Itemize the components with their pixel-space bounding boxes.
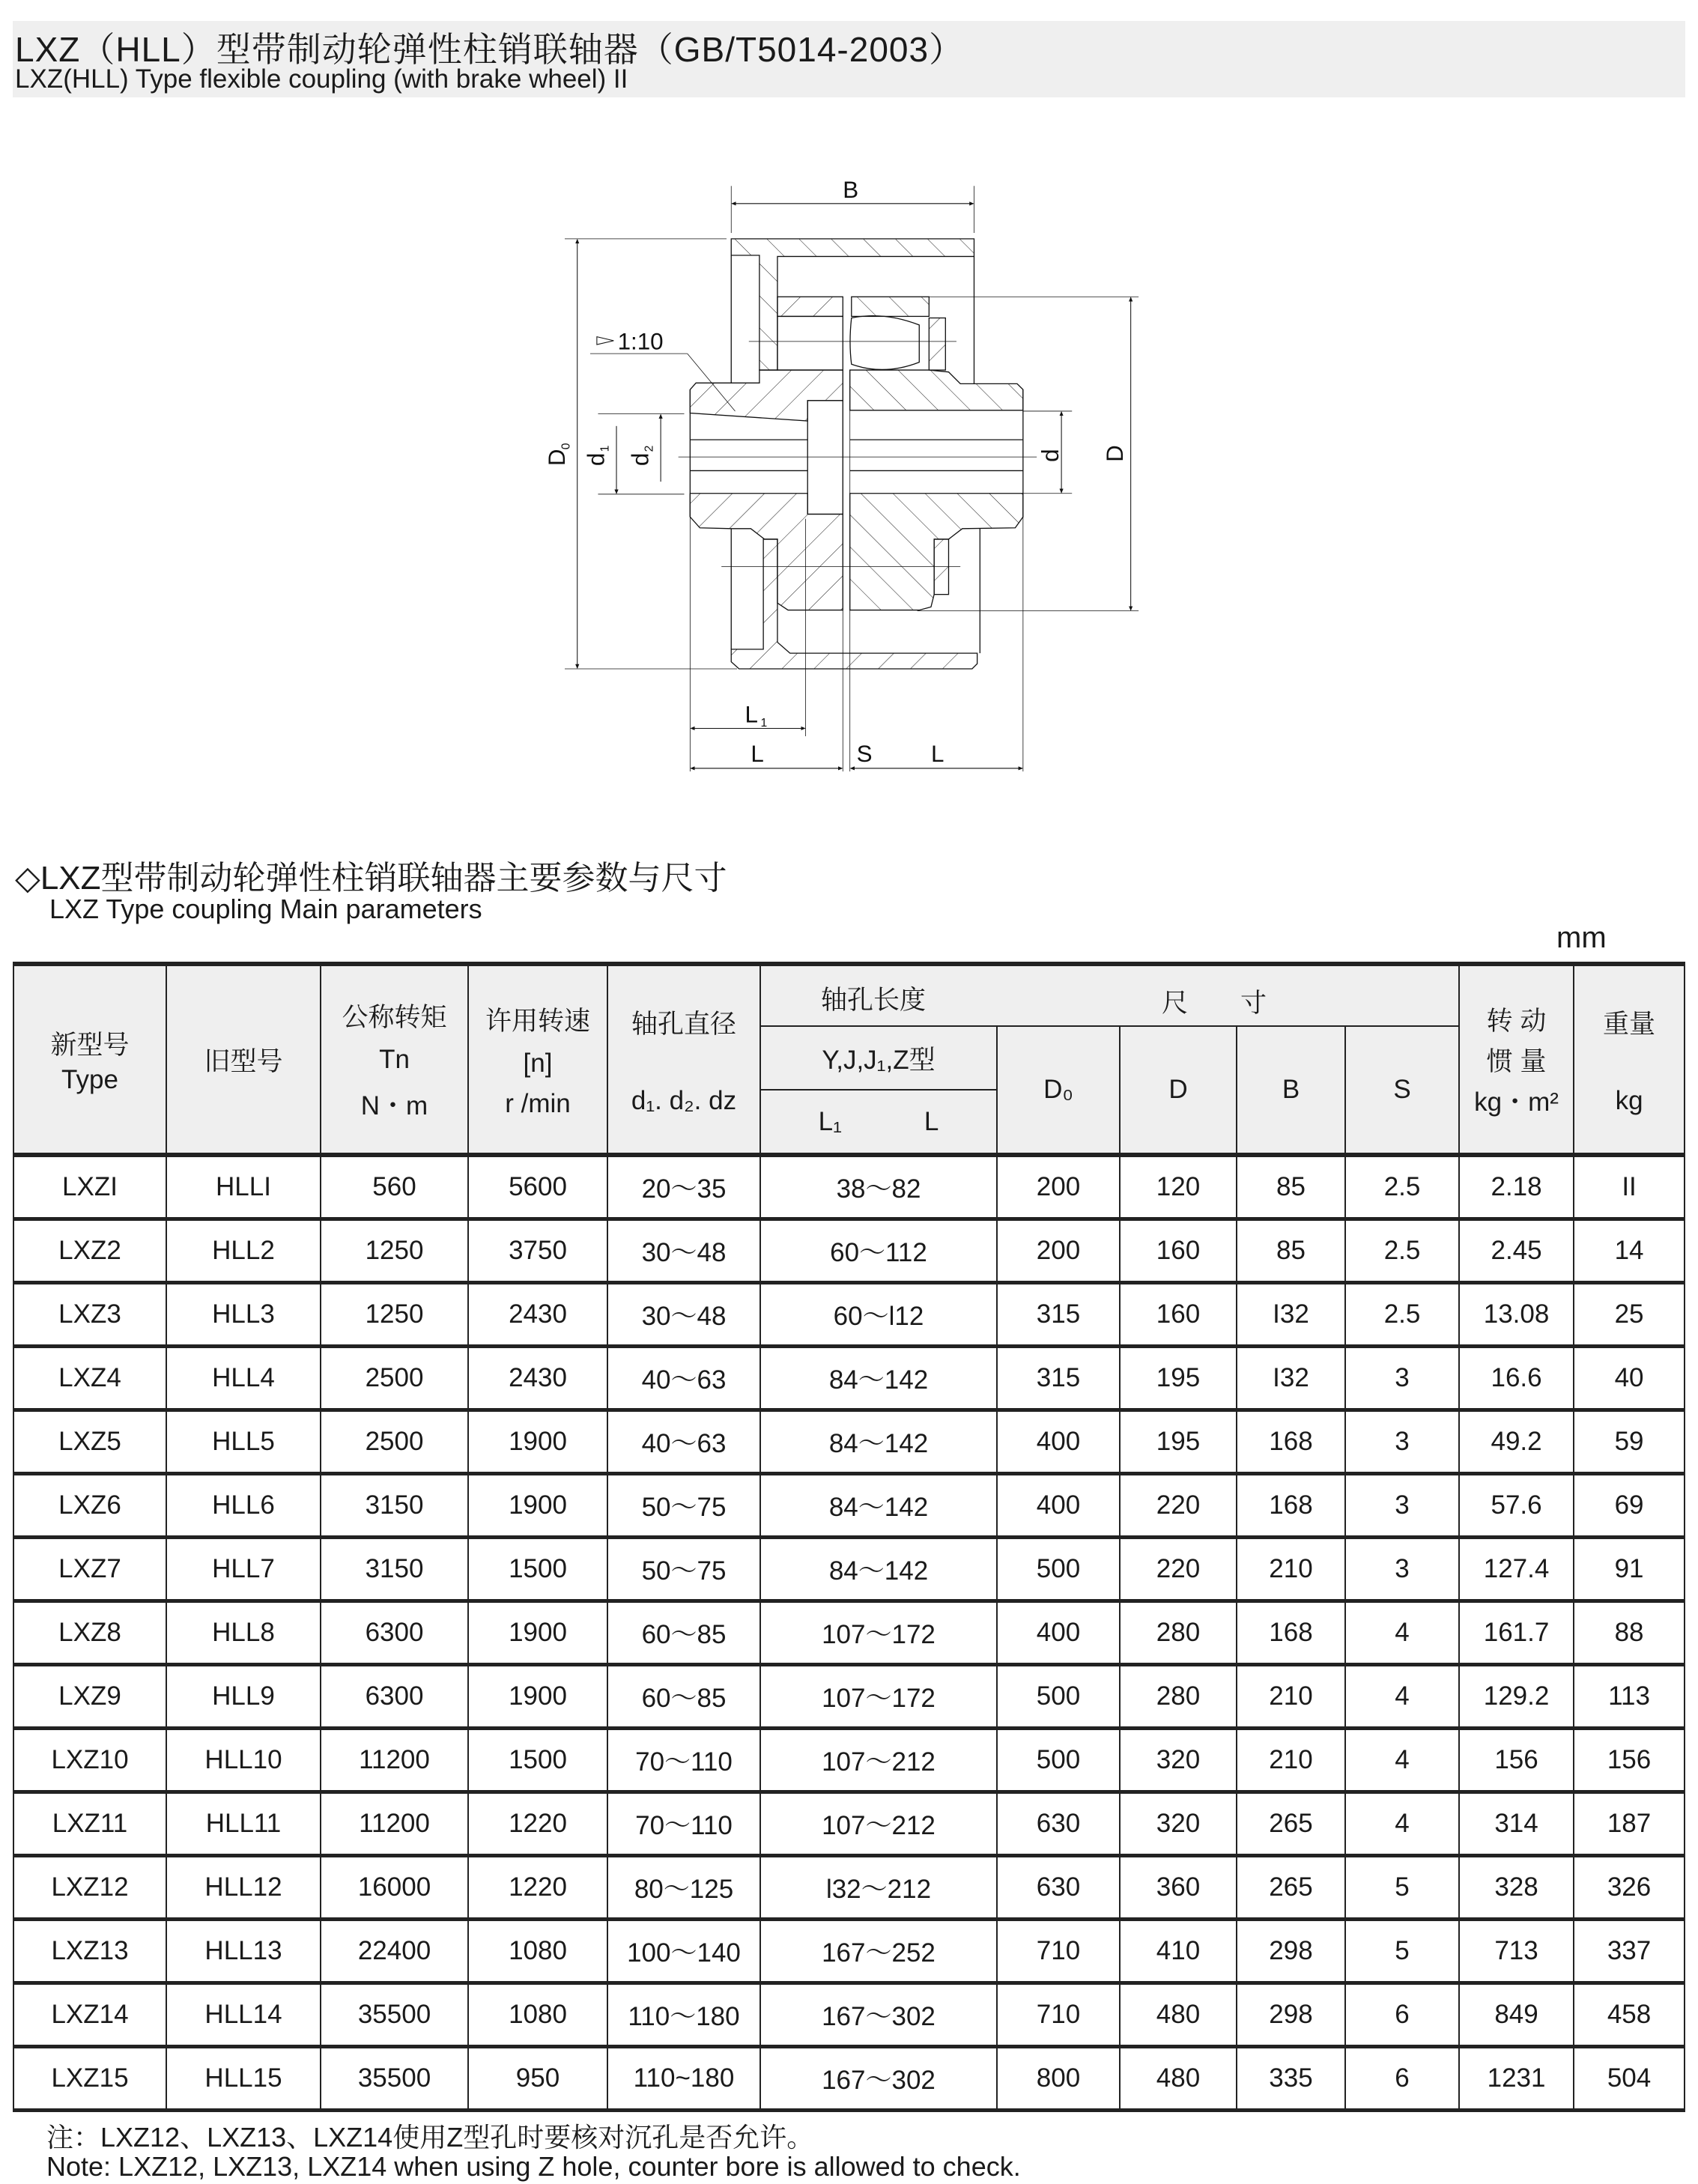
cell-old-type: HLL11 xyxy=(166,1792,321,1856)
cell-bore-diameter: 70～110 xyxy=(607,1729,760,1792)
header-S: S xyxy=(1345,1026,1459,1155)
header-bore-diameter: 轴孔直径 d₁. d₂. dz xyxy=(607,964,760,1155)
header-D0: D₀ xyxy=(997,1026,1120,1155)
cell-inertia: 2.45 xyxy=(1459,1219,1574,1283)
table-row xyxy=(13,1665,1685,1729)
cell-S: 3 xyxy=(1345,1410,1459,1474)
cell-D: 410 xyxy=(1120,1920,1237,1983)
cell-inertia: 328 xyxy=(1459,1856,1574,1920)
cell-weight: 187 xyxy=(1574,1792,1685,1856)
cell-bore-diameter: 30～48 xyxy=(607,1219,760,1283)
cell-weight: 25 xyxy=(1574,1283,1685,1347)
cell-torque: 3150 xyxy=(321,1474,468,1538)
cell-S: 4 xyxy=(1345,1665,1459,1729)
cell-speed: 2430 xyxy=(468,1283,607,1347)
header-D: D xyxy=(1120,1026,1237,1155)
cell-D0: 630 xyxy=(997,1792,1120,1856)
cell-torque: 11200 xyxy=(321,1792,468,1856)
cell-bore-length: 167～302 xyxy=(760,1983,997,2047)
label-S: S xyxy=(856,740,873,767)
cell-S: 2.5 xyxy=(1345,1283,1459,1347)
cell-bore-diameter: 110~180 xyxy=(607,2047,760,2111)
label-L1-sub: 1 xyxy=(760,716,768,729)
cell-S: 3 xyxy=(1345,1538,1459,1601)
table-row xyxy=(13,1474,1685,1538)
cell-speed: 1220 xyxy=(468,1856,607,1920)
header-torque: 公称转矩 Tn N・m xyxy=(321,964,468,1155)
cell-speed: 950 xyxy=(468,2047,607,2111)
cell-new-type: LXZ7 xyxy=(13,1538,166,1601)
cell-weight: 14 xyxy=(1574,1219,1685,1283)
cell-old-type: HLL12 xyxy=(166,1856,321,1920)
parameters-table xyxy=(13,962,1685,2112)
cell-torque: 2500 xyxy=(321,1410,468,1474)
cell-new-type: LXZ13 xyxy=(13,1920,166,1983)
cell-new-type: LXZ5 xyxy=(13,1410,166,1474)
cell-D0: 710 xyxy=(997,1983,1120,2047)
cell-old-type: HLLI xyxy=(166,1155,321,1219)
label-d1: d xyxy=(583,452,610,467)
cell-bore-length: l32～212 xyxy=(760,1856,997,1920)
header-old-type: 旧型号 xyxy=(166,964,321,1155)
cell-new-type: LXZ4 xyxy=(13,1347,166,1410)
cell-B: 168 xyxy=(1237,1601,1345,1665)
cell-D: 220 xyxy=(1120,1538,1237,1601)
cell-torque: 1250 xyxy=(321,1283,468,1347)
cell-torque: 16000 xyxy=(321,1856,468,1920)
cell-old-type: HLL8 xyxy=(166,1601,321,1665)
cell-torque: 2500 xyxy=(321,1347,468,1410)
cell-speed: 1900 xyxy=(468,1474,607,1538)
table-row xyxy=(13,1410,1685,1474)
cell-old-type: HLL15 xyxy=(166,2047,321,2111)
label-D: D xyxy=(1102,445,1129,462)
header-B: B xyxy=(1237,1026,1345,1155)
cell-new-type: LXZ11 xyxy=(13,1792,166,1856)
label-L-right: L xyxy=(930,740,944,767)
cell-bore-diameter: 100～140 xyxy=(607,1920,760,1983)
cell-new-type: LXZ2 xyxy=(13,1219,166,1283)
cell-new-type: LXZ6 xyxy=(13,1474,166,1538)
header-bore-length-and-dims xyxy=(760,964,1459,1026)
table-row xyxy=(13,1538,1685,1601)
cell-inertia: 129.2 xyxy=(1459,1665,1574,1729)
cell-bore-length: 167～302 xyxy=(760,2047,997,2111)
cell-D0: 500 xyxy=(997,1665,1120,1729)
label-L1: L xyxy=(745,701,759,728)
cell-D0: 200 xyxy=(997,1219,1120,1283)
cell-speed: 1900 xyxy=(468,1665,607,1729)
cell-bore-length: 84～142 xyxy=(760,1347,997,1410)
cell-inertia: 2.18 xyxy=(1459,1155,1574,1219)
cell-S: 4 xyxy=(1345,1729,1459,1792)
cell-old-type: HLL4 xyxy=(166,1347,321,1410)
cell-speed: 1500 xyxy=(468,1729,607,1792)
table-row xyxy=(13,1155,1685,1219)
cell-bore-length: 107～212 xyxy=(760,1792,997,1856)
cell-inertia: 49.2 xyxy=(1459,1410,1574,1474)
label-B: B xyxy=(843,176,859,203)
cell-bore-length: 107～172 xyxy=(760,1601,997,1665)
cell-S: 3 xyxy=(1345,1347,1459,1410)
header-inertia: 转 动 惯 量 kg・m² xyxy=(1459,964,1574,1155)
cell-D0: 200 xyxy=(997,1155,1120,1219)
cell-B: 298 xyxy=(1237,1983,1345,2047)
cell-torque: 3150 xyxy=(321,1538,468,1601)
cell-bore-length: 84～142 xyxy=(760,1410,997,1474)
cell-D: 220 xyxy=(1120,1474,1237,1538)
cell-bore-length: 107～212 xyxy=(760,1729,997,1792)
left-hub-upper xyxy=(690,370,843,421)
cell-S: 4 xyxy=(1345,1792,1459,1856)
label-taper: 1:10 xyxy=(617,328,664,355)
cell-bore-length: 60～l12 xyxy=(760,1283,997,1347)
cell-D0: 800 xyxy=(997,2047,1120,2111)
cell-D: 120 xyxy=(1120,1155,1237,1219)
cell-S: 5 xyxy=(1345,1856,1459,1920)
cell-S: 4 xyxy=(1345,1601,1459,1665)
cell-D0: 500 xyxy=(997,1538,1120,1601)
header-bore-types: Y,J,J₁,Z型 xyxy=(760,1026,997,1090)
cell-weight: 156 xyxy=(1574,1729,1685,1792)
cell-old-type: HLL10 xyxy=(166,1729,321,1792)
cell-torque: 560 xyxy=(321,1155,468,1219)
cell-new-type: LXZ8 xyxy=(13,1601,166,1665)
cell-weight: 88 xyxy=(1574,1601,1685,1665)
cell-S: 3 xyxy=(1345,1474,1459,1538)
cell-bore-diameter: 20～35 xyxy=(607,1155,760,1219)
cell-D: 195 xyxy=(1120,1410,1237,1474)
cell-torque: 6300 xyxy=(321,1665,468,1729)
header-new-type: 新型号 Type xyxy=(13,964,166,1155)
cell-inertia: 156 xyxy=(1459,1729,1574,1792)
table-row xyxy=(13,2047,1685,2111)
cell-bore-diameter: 60～85 xyxy=(607,1665,760,1729)
cell-torque: 6300 xyxy=(321,1601,468,1665)
table-row xyxy=(13,1219,1685,1283)
cell-weight: 326 xyxy=(1574,1856,1685,1920)
cell-B: 210 xyxy=(1237,1538,1345,1601)
cell-bore-length: 60～112 xyxy=(760,1219,997,1283)
cell-new-type: LXZI xyxy=(13,1155,166,1219)
cell-D: 360 xyxy=(1120,1856,1237,1920)
cell-D0: 710 xyxy=(997,1920,1120,1983)
cell-bore-diameter: 60～85 xyxy=(607,1601,760,1665)
cell-B: 85 xyxy=(1237,1219,1345,1283)
cell-speed: 3750 xyxy=(468,1219,607,1283)
cell-old-type: HLL3 xyxy=(166,1283,321,1347)
cell-new-type: LXZ12 xyxy=(13,1856,166,1920)
cell-B: 85 xyxy=(1237,1155,1345,1219)
table-row xyxy=(13,1283,1685,1347)
cell-D: 160 xyxy=(1120,1283,1237,1347)
cell-torque: 1250 xyxy=(321,1219,468,1283)
cell-bore-diameter: 80～125 xyxy=(607,1856,760,1920)
cell-inertia: 314 xyxy=(1459,1792,1574,1856)
page-title: LXZ（HLL）型带制动轮弹性柱销联轴器（GB/T5014-2003） xyxy=(15,30,965,69)
label-L-left: L xyxy=(751,740,764,767)
label-d2: d xyxy=(627,452,654,467)
cell-weight: 59 xyxy=(1574,1410,1685,1474)
cell-weight: II xyxy=(1574,1155,1685,1219)
cell-D0: 315 xyxy=(997,1347,1120,1410)
page-subtitle: LXZ(HLL) Type flexible coupling (with brake wheel) II xyxy=(15,64,628,94)
cell-new-type: LXZ10 xyxy=(13,1729,166,1792)
cell-bore-length: 107～172 xyxy=(760,1665,997,1729)
cell-D: 160 xyxy=(1120,1219,1237,1283)
cell-old-type: HLL14 xyxy=(166,1983,321,2047)
cell-new-type: LXZ14 xyxy=(13,1983,166,2047)
cell-bore-diameter: 40～63 xyxy=(607,1347,760,1410)
cell-B: I32 xyxy=(1237,1347,1345,1410)
table-row xyxy=(13,1601,1685,1665)
cell-speed: 1900 xyxy=(468,1410,607,1474)
table-row xyxy=(13,1729,1685,1792)
cell-D: 280 xyxy=(1120,1665,1237,1729)
header-weight: 重量 kg xyxy=(1574,964,1685,1155)
right-hub-upper xyxy=(850,370,1023,410)
section-subtitle: LXZ Type coupling Main parameters xyxy=(49,894,482,924)
cell-weight: 337 xyxy=(1574,1920,1685,1983)
cell-D: 480 xyxy=(1120,1983,1237,2047)
table-row xyxy=(13,1347,1685,1410)
cell-new-type: LXZ9 xyxy=(13,1665,166,1729)
cell-inertia: 127.4 xyxy=(1459,1538,1574,1601)
header-L1-L: L₁ L xyxy=(760,1090,997,1155)
cell-weight: 69 xyxy=(1574,1474,1685,1538)
cell-old-type: HLL5 xyxy=(166,1410,321,1474)
cell-D: 280 xyxy=(1120,1601,1237,1665)
header-dimensions: 尺 寸 xyxy=(1162,989,1267,1018)
cell-S: 6 xyxy=(1345,1983,1459,2047)
cell-bore-length: 84～142 xyxy=(760,1474,997,1538)
cell-B: 168 xyxy=(1237,1474,1345,1538)
cell-weight: 504 xyxy=(1574,2047,1685,2111)
cell-old-type: HLL7 xyxy=(166,1538,321,1601)
cell-weight: 458 xyxy=(1574,1983,1685,2047)
cell-speed: 1500 xyxy=(468,1538,607,1601)
cell-D0: 400 xyxy=(997,1410,1120,1474)
unit-label: mm xyxy=(1556,921,1607,954)
cell-S: 2.5 xyxy=(1345,1155,1459,1219)
cell-old-type: HLL2 xyxy=(166,1219,321,1283)
cell-speed: 1080 xyxy=(468,1983,607,2047)
cell-bore-diameter: 110～180 xyxy=(607,1983,760,2047)
cell-weight: 91 xyxy=(1574,1538,1685,1601)
section-title: ◇LXZ型带制动轮弹性柱销联轴器主要参数与尺寸 xyxy=(15,860,727,897)
label-d: d xyxy=(1037,449,1064,462)
cell-speed: 1220 xyxy=(468,1792,607,1856)
cell-torque: 11200 xyxy=(321,1729,468,1792)
cell-D: 480 xyxy=(1120,2047,1237,2111)
cell-B: 168 xyxy=(1237,1410,1345,1474)
cell-new-type: LXZ3 xyxy=(13,1283,166,1347)
cell-bore-diameter: 40～63 xyxy=(607,1410,760,1474)
cell-bore-length: 84～142 xyxy=(760,1538,997,1601)
cell-bore-diameter: 30～48 xyxy=(607,1283,760,1347)
header-bore-length: 轴孔长度 xyxy=(821,986,927,1015)
cell-D: 195 xyxy=(1120,1347,1237,1410)
cell-S: 5 xyxy=(1345,1920,1459,1983)
cell-inertia: 57.6 xyxy=(1459,1474,1574,1538)
cell-new-type: LXZ15 xyxy=(13,2047,166,2111)
note-english: Note: LXZ12, LXZ13, LXZ14 when using Z hole, counter bore is allowed to check. xyxy=(46,2151,1021,2182)
cell-old-type: HLL9 xyxy=(166,1665,321,1729)
cell-weight: 40 xyxy=(1574,1347,1685,1410)
cell-inertia: 1231 xyxy=(1459,2047,1574,2111)
label-d2-sub: 2 xyxy=(643,445,656,452)
cell-B: I32 xyxy=(1237,1283,1345,1347)
cell-torque: 35500 xyxy=(321,2047,468,2111)
cell-bore-diameter: 50～75 xyxy=(607,1474,760,1538)
cell-speed: 1080 xyxy=(468,1920,607,1983)
cell-inertia: 16.6 xyxy=(1459,1347,1574,1410)
cell-bore-length: 167～252 xyxy=(760,1920,997,1983)
cell-B: 265 xyxy=(1237,1856,1345,1920)
cell-D0: 315 xyxy=(997,1283,1120,1347)
cell-D0: 400 xyxy=(997,1474,1120,1538)
cell-torque: 35500 xyxy=(321,1983,468,2047)
coupling-cross-section-drawing xyxy=(539,172,1153,771)
header-speed: 许用转速 [n] r /min xyxy=(468,964,607,1155)
cell-inertia: 161.7 xyxy=(1459,1601,1574,1665)
cell-weight: 113 xyxy=(1574,1665,1685,1729)
note-chinese: 注：LXZ12、LXZ13、LXZ14使用Z型孔时要核对沉孔是否允许。 xyxy=(46,2122,814,2153)
cell-torque: 22400 xyxy=(321,1920,468,1983)
label-D0-sub: 0 xyxy=(560,443,573,450)
cell-bore-length: 38～82 xyxy=(760,1155,997,1219)
cell-old-type: HLL13 xyxy=(166,1920,321,1983)
cell-B: 210 xyxy=(1237,1665,1345,1729)
cell-D0: 400 xyxy=(997,1601,1120,1665)
cell-bore-diameter: 70～110 xyxy=(607,1792,760,1856)
cell-D0: 630 xyxy=(997,1856,1120,1920)
table-row xyxy=(13,1792,1685,1856)
cell-B: 298 xyxy=(1237,1920,1345,1983)
cell-S: 6 xyxy=(1345,2047,1459,2111)
cell-inertia: 849 xyxy=(1459,1983,1574,2047)
cell-inertia: 13.08 xyxy=(1459,1283,1574,1347)
table-row xyxy=(13,1983,1685,2047)
cell-bore-diameter: 50～75 xyxy=(607,1538,760,1601)
cell-S: 2.5 xyxy=(1345,1219,1459,1283)
cell-D0: 500 xyxy=(997,1729,1120,1792)
cell-B: 265 xyxy=(1237,1792,1345,1856)
cell-B: 210 xyxy=(1237,1729,1345,1792)
cell-speed: 1900 xyxy=(468,1601,607,1665)
cell-speed: 2430 xyxy=(468,1347,607,1410)
label-D0: D xyxy=(543,449,570,467)
table-row xyxy=(13,1856,1685,1920)
cell-inertia: 713 xyxy=(1459,1920,1574,1983)
table-row xyxy=(13,1920,1685,1983)
cell-speed: 5600 xyxy=(468,1155,607,1219)
cell-old-type: HLL6 xyxy=(166,1474,321,1538)
cell-B: 335 xyxy=(1237,2047,1345,2111)
cell-D: 320 xyxy=(1120,1792,1237,1856)
cell-D: 320 xyxy=(1120,1729,1237,1792)
label-d1-sub: 1 xyxy=(598,445,612,452)
